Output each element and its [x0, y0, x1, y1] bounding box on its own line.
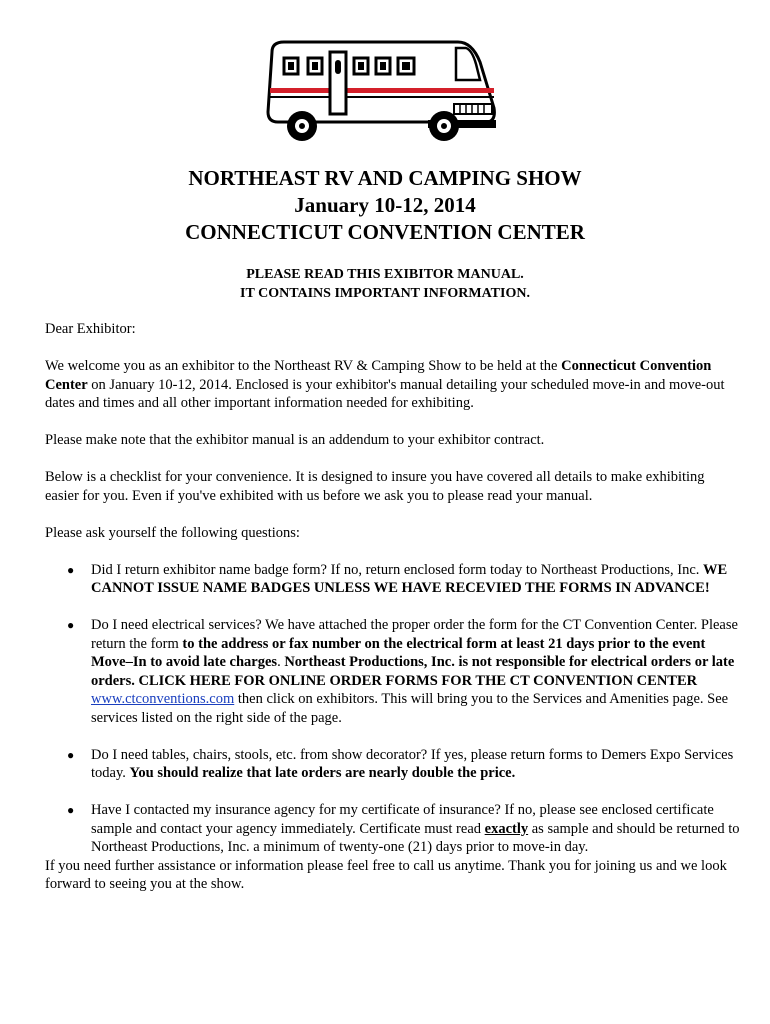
list-item-insurance [45, 801, 740, 857]
insurance-text-cont: as sample and should be returned to Northeast Productions, Inc. a minimum of twenty-one (21) days prior to move-in day. [91, 820, 740, 855]
bullet-icon: ● [67, 562, 75, 577]
venue-name: Connecticut Convention Center [45, 358, 712, 393]
read-manual-notice [0, 265, 770, 303]
list-item-name-badge [45, 561, 740, 598]
closing-paragraph: If you need further assistance or information please feel free to call us anytime. Thank you for joining us and we look forward to seeing you at the show. [45, 857, 727, 892]
insurance-text: Have I contacted my insurance agency for my certificate of insurance? If no, please see enclosed certificate sample and contact your agency immediately. Certificate must read [91, 802, 714, 837]
letter-body [45, 320, 740, 912]
notice-line-2: IT CONTAINS IMPORTANT INFORMATION. [240, 286, 530, 301]
electrical-deadline: to the address or fax number on the electrical form at least 21 days prior to the event Move–In to avoid late charges [91, 635, 706, 670]
ctconventions-link[interactable]: www.ctconventions.com [91, 691, 235, 707]
greeting: Dear Exhibitor: [45, 321, 136, 337]
electrical-sep: . [277, 654, 285, 670]
list-item-electrical [45, 616, 740, 727]
checklist [45, 561, 740, 857]
list-item-decorator [45, 746, 740, 783]
show-venue: CONNECTICUT CONVENTION CENTER [185, 220, 585, 244]
show-dates: January 10-12, 2014 [294, 193, 476, 217]
decorator-text: Do I need tables, chairs, stools, etc. from show decorator? If yes, please return forms to Demers Expo Services today. [91, 746, 734, 781]
addendum-paragraph: Please make note that the exhibitor manual is an addendum to your exhibitor contract. [45, 432, 545, 448]
checklist-intro-paragraph: Below is a checklist for your convenience. It is designed to insure you have covered all details to make exhibiting easier for you. Even if you've exhibited with us before we ask you to please read your manual. [45, 469, 705, 504]
show-title-block [0, 165, 770, 246]
welcome-text-cont: on January 10-12, 2014. Enclosed is your exhibitor's manual detailing your scheduled move-in and move-out dates and times and all other important information needed for exhibiting. [45, 376, 725, 411]
bullet-icon: ● [67, 747, 75, 762]
show-title: NORTHEAST RV AND CAMPING SHOW [188, 166, 582, 190]
badge-warning: WE CANNOT ISSUE NAME BADGES UNLESS WE HAVE RECEVIED THE FORMS IN ADVANCE! [91, 561, 728, 596]
bullet-icon: ● [67, 618, 75, 632]
rv-illustration [258, 38, 498, 146]
electrical-instructions: then click on exhibitors. This will bring you to the Services and Amenities page. See services listed on the right side of the page. [91, 691, 729, 726]
decorator-warning: You should realize that late orders are nearly double the price. [129, 765, 516, 781]
electrical-text: Do I need electrical services? We have attached the proper order the form for the CT Convention Center. Please return the form [91, 617, 738, 652]
rv-icon [258, 38, 498, 146]
welcome-paragraph [45, 357, 740, 413]
badge-text: Did I return exhibitor name badge form? If no, return enclosed form today to Northeast Productions, Inc. [91, 561, 704, 578]
electrical-notice: Northeast Productions, Inc. is not responsible for electrical orders or late orders. CLICK HERE FOR ONLINE ORDER FORMS FOR THE CT CONVENTION CENTER [91, 654, 735, 689]
welcome-text: We welcome you as an exhibitor to the Northeast RV & Camping Show to be held at the [45, 358, 562, 374]
notice-line-1: PLEASE READ THIS EXIBITOR MANUAL. [246, 267, 524, 282]
bullet-icon: ● [67, 803, 75, 817]
insurance-emphasis: exactly [484, 820, 529, 837]
questions-intro: Please ask yourself the following questions: [45, 524, 300, 541]
